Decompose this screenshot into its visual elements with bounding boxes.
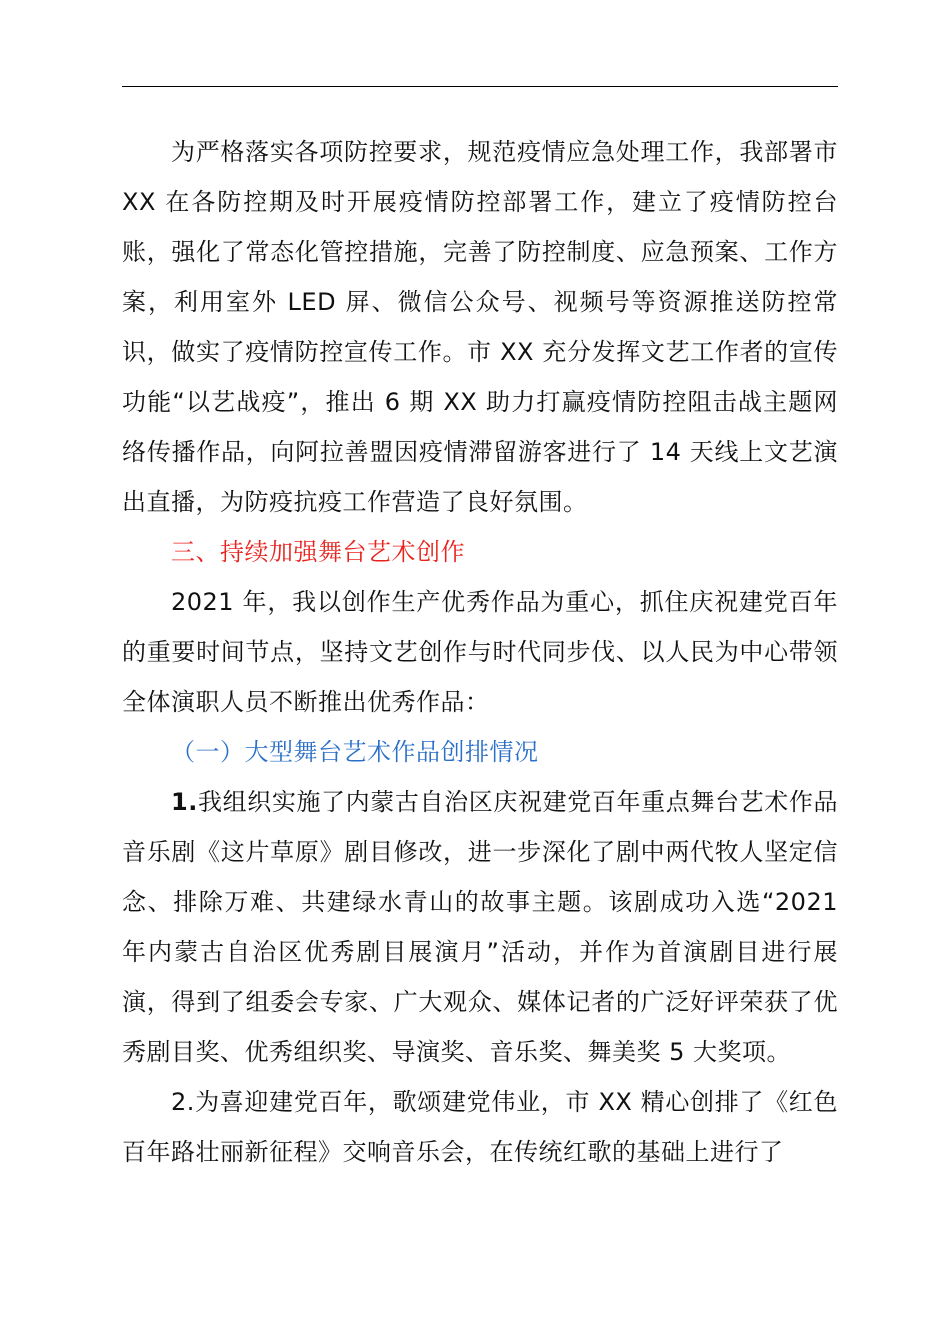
item-1-text: 我组织实施了内蒙古自治区庆祝建党百年重点舞台艺术作品音乐剧《这片草原》剧目修改，进一步深化了剧中两代牧人坚定信念、排除万难、共建绿水青山的故事主题。该剧成功入选“2021 年内蒙古自治区优秀剧目展演月”活动，并作为首演剧目进行展演，得到了组委会专家、广大观众、媒体记者的广泛好评荣获了优秀剧目奖、优秀组织奖、导演奖、音乐奖、舞美奖 5 大奖项。	[122, 788, 838, 1066]
header-rule	[122, 86, 838, 87]
item-number-1: 1.	[171, 788, 198, 816]
paragraph-item-1	[122, 777, 838, 1077]
paragraph-epidemic-control: 为严格落实各项防控要求，规范疫情应急处理工作，我部署市 XX 在各防控期及时开展疫情防控部署工作，建立了疫情防控台账，强化了常态化管控措施，完善了防控制度、应急预案、工作方案，利用室外 LED 屏、微信公众号、视频号等资源推送防控常识，做实了疫情防控宣传工作。市 XX 充分发挥文艺工作者的宣传功能“以艺战疫”，推出 6 期 XX 助力打赢疫情防控阻击战主题网络传播作品，向阿拉善盟因疫情滞留游客进行了 14 天线上文艺演出直播，为防疫抗疫工作营造了良好氛围。	[122, 138, 838, 516]
paragraph-item-2: 2.为喜迎建党百年，歌颂建党伟业，市 XX 精心创排了《红色百年路壮丽新征程》交响音乐会，在传统红歌的基础上进行了	[122, 1088, 838, 1166]
paragraph-2021-creation: 2021 年，我以创作生产优秀作品为重心，抓住庆祝建党百年的重要时间节点，坚持文艺创作与时代同步伐、以人民为中心带领全体演职人员不断推出优秀作品：	[122, 588, 838, 716]
subheading-large-stage-works: （一）大型舞台艺术作品创排情况	[171, 738, 539, 766]
section-heading-stage-art: 三、持续加强舞台艺术创作	[171, 538, 465, 566]
document-body	[122, 127, 838, 1177]
